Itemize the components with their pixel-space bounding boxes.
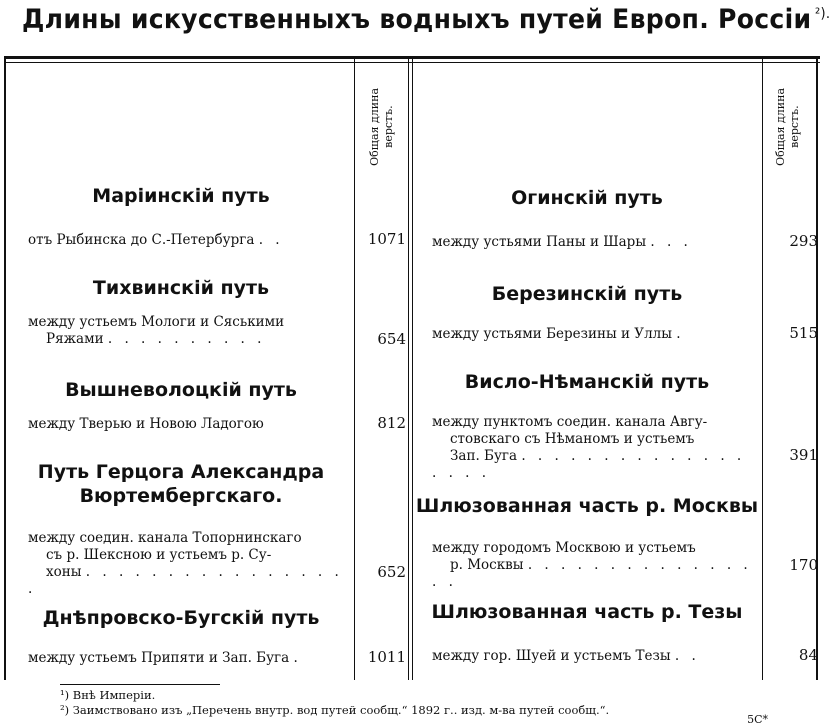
page-title bbox=[22, 4, 830, 35]
col-header-line1: Общая длина bbox=[368, 88, 381, 166]
entry-mariinsky bbox=[28, 232, 350, 249]
section-title-berezina: Березинскій путь bbox=[491, 283, 683, 305]
leader-dots: . . . bbox=[650, 234, 692, 250]
leader-dots: . . . . . . . . . . . . . . . . bbox=[432, 557, 752, 590]
entry-vistula-neman bbox=[432, 414, 758, 482]
left-value-col-border bbox=[354, 59, 355, 680]
table-right-border bbox=[816, 59, 818, 680]
entry-text: между пунктомъ соедин. канала Авгу- bbox=[432, 414, 708, 430]
section-title-teza-river: Шлюзованная часть р. Тезы bbox=[431, 601, 743, 623]
right-value-col-border bbox=[762, 59, 763, 680]
entry-text: между Тверью и Новою Ладогою bbox=[28, 416, 264, 432]
leader-dots: . . bbox=[258, 232, 284, 248]
title-footnote-mark: ²). bbox=[815, 6, 830, 22]
value-berezina: 515 bbox=[789, 324, 818, 342]
col-header-line1: Общая длина bbox=[774, 88, 787, 166]
value-oginsky: 293 bbox=[789, 232, 818, 250]
center-divider-b bbox=[412, 59, 413, 680]
entry-text-line3: Зап. Буга bbox=[450, 448, 518, 464]
table-left-border bbox=[4, 59, 6, 680]
entry-text: между устьями Березины и Уллы bbox=[432, 326, 672, 342]
entry-oginsky bbox=[432, 234, 758, 251]
entry-dnieper-bug bbox=[28, 650, 350, 667]
entry-vyshnevolotsky bbox=[28, 416, 350, 433]
leader-dots: . bbox=[676, 326, 685, 342]
leader-dots: . . . . . . . . . . . . . . . . . . bbox=[432, 448, 746, 481]
entry-text: отъ Рыбинска до С.-Петербурга bbox=[28, 232, 255, 248]
value-moskva-river: 170 bbox=[789, 556, 818, 574]
leader-dots: . bbox=[293, 650, 302, 666]
entry-text-line2: стовскаго съ Нѣманомъ и устьемъ bbox=[450, 431, 695, 447]
entry-text-line3: хоны bbox=[46, 564, 82, 580]
entry-tikhvin bbox=[28, 314, 350, 348]
title-line1: Путь Герцога Александра bbox=[37, 461, 325, 483]
section-title-moskva-river: Шлюзованная часть р. Москвы bbox=[415, 495, 759, 517]
entry-text: между устьемъ Припяти и Зап. Буга bbox=[28, 650, 290, 666]
section-title-oginsky: Огинскій путь bbox=[511, 187, 663, 209]
left-column-header bbox=[360, 67, 404, 187]
entry-text: между гор. Шуей и устьемъ Тезы bbox=[432, 648, 671, 664]
value-mariinsky: 1071 bbox=[367, 230, 406, 248]
footnote-1: ¹) Внѣ Имперіи. bbox=[60, 688, 156, 702]
entry-text-line2: р. Москвы bbox=[450, 557, 524, 573]
section-title-wurttemberg bbox=[8, 460, 354, 508]
center-divider-a bbox=[408, 59, 409, 680]
section-title-vistula-neman: Висло-Нѣманскій путь bbox=[464, 371, 710, 393]
value-dnieper-bug: 1011 bbox=[367, 648, 406, 666]
entry-text: между устьемъ Мологи и Сяськими bbox=[28, 314, 285, 330]
leader-dots: . . bbox=[674, 648, 700, 664]
entry-berezina bbox=[432, 326, 758, 343]
value-tikhvin: 654 bbox=[377, 330, 406, 348]
entry-teza-river bbox=[432, 648, 758, 665]
page-mark: 5С* bbox=[747, 713, 768, 726]
section-title-mariinsky: Маріинскій путь bbox=[92, 185, 270, 207]
value-vistula-neman: 391 bbox=[789, 446, 818, 464]
entry-text-line2: Ряжами bbox=[46, 331, 104, 347]
section-title-vyshnevolotsky: Вышневолоцкій путь bbox=[65, 379, 297, 401]
entry-text: между устьями Паны и Шары bbox=[432, 234, 647, 250]
right-column-header bbox=[766, 67, 810, 187]
title-line2: Вюртембергскаго. bbox=[79, 485, 283, 507]
title-text: Длины искусственныхъ водныхъ путей Европ. Россіи bbox=[22, 4, 812, 35]
section-title-tikhvin: Тихвинскій путь bbox=[92, 277, 270, 299]
col-header-line2: верстъ. bbox=[788, 105, 801, 149]
col-header-line2: верстъ. bbox=[382, 105, 395, 149]
entry-text-line2: съ р. Шексною и устьемъ р. Су- bbox=[46, 547, 272, 563]
footnote-2: ²) Заимствовано изъ „Перечень внутр. вод путей сообщ.“ 1892 г.. изд. м-ва путей сообщ.“. bbox=[60, 703, 610, 717]
entry-text: между городомъ Москвою и устьемъ bbox=[432, 540, 696, 556]
value-wurttemberg: 652 bbox=[377, 563, 406, 581]
entry-moskva-river bbox=[432, 540, 758, 591]
leader-dots: . . . . . . . . . . bbox=[107, 331, 266, 347]
entry-text: между соедин. канала Топорнинскаго bbox=[28, 530, 302, 546]
entry-wurttemberg bbox=[28, 530, 350, 598]
value-vyshnevolotsky: 812 bbox=[377, 414, 406, 432]
leader-dots: . . . . . . . . . . . . . . . . . bbox=[28, 564, 343, 597]
footnote-rule bbox=[60, 684, 220, 685]
section-title-dnieper-bug: Днѣпровско-Бугскій путь bbox=[42, 607, 320, 629]
value-teza-river: 84 bbox=[798, 646, 818, 664]
